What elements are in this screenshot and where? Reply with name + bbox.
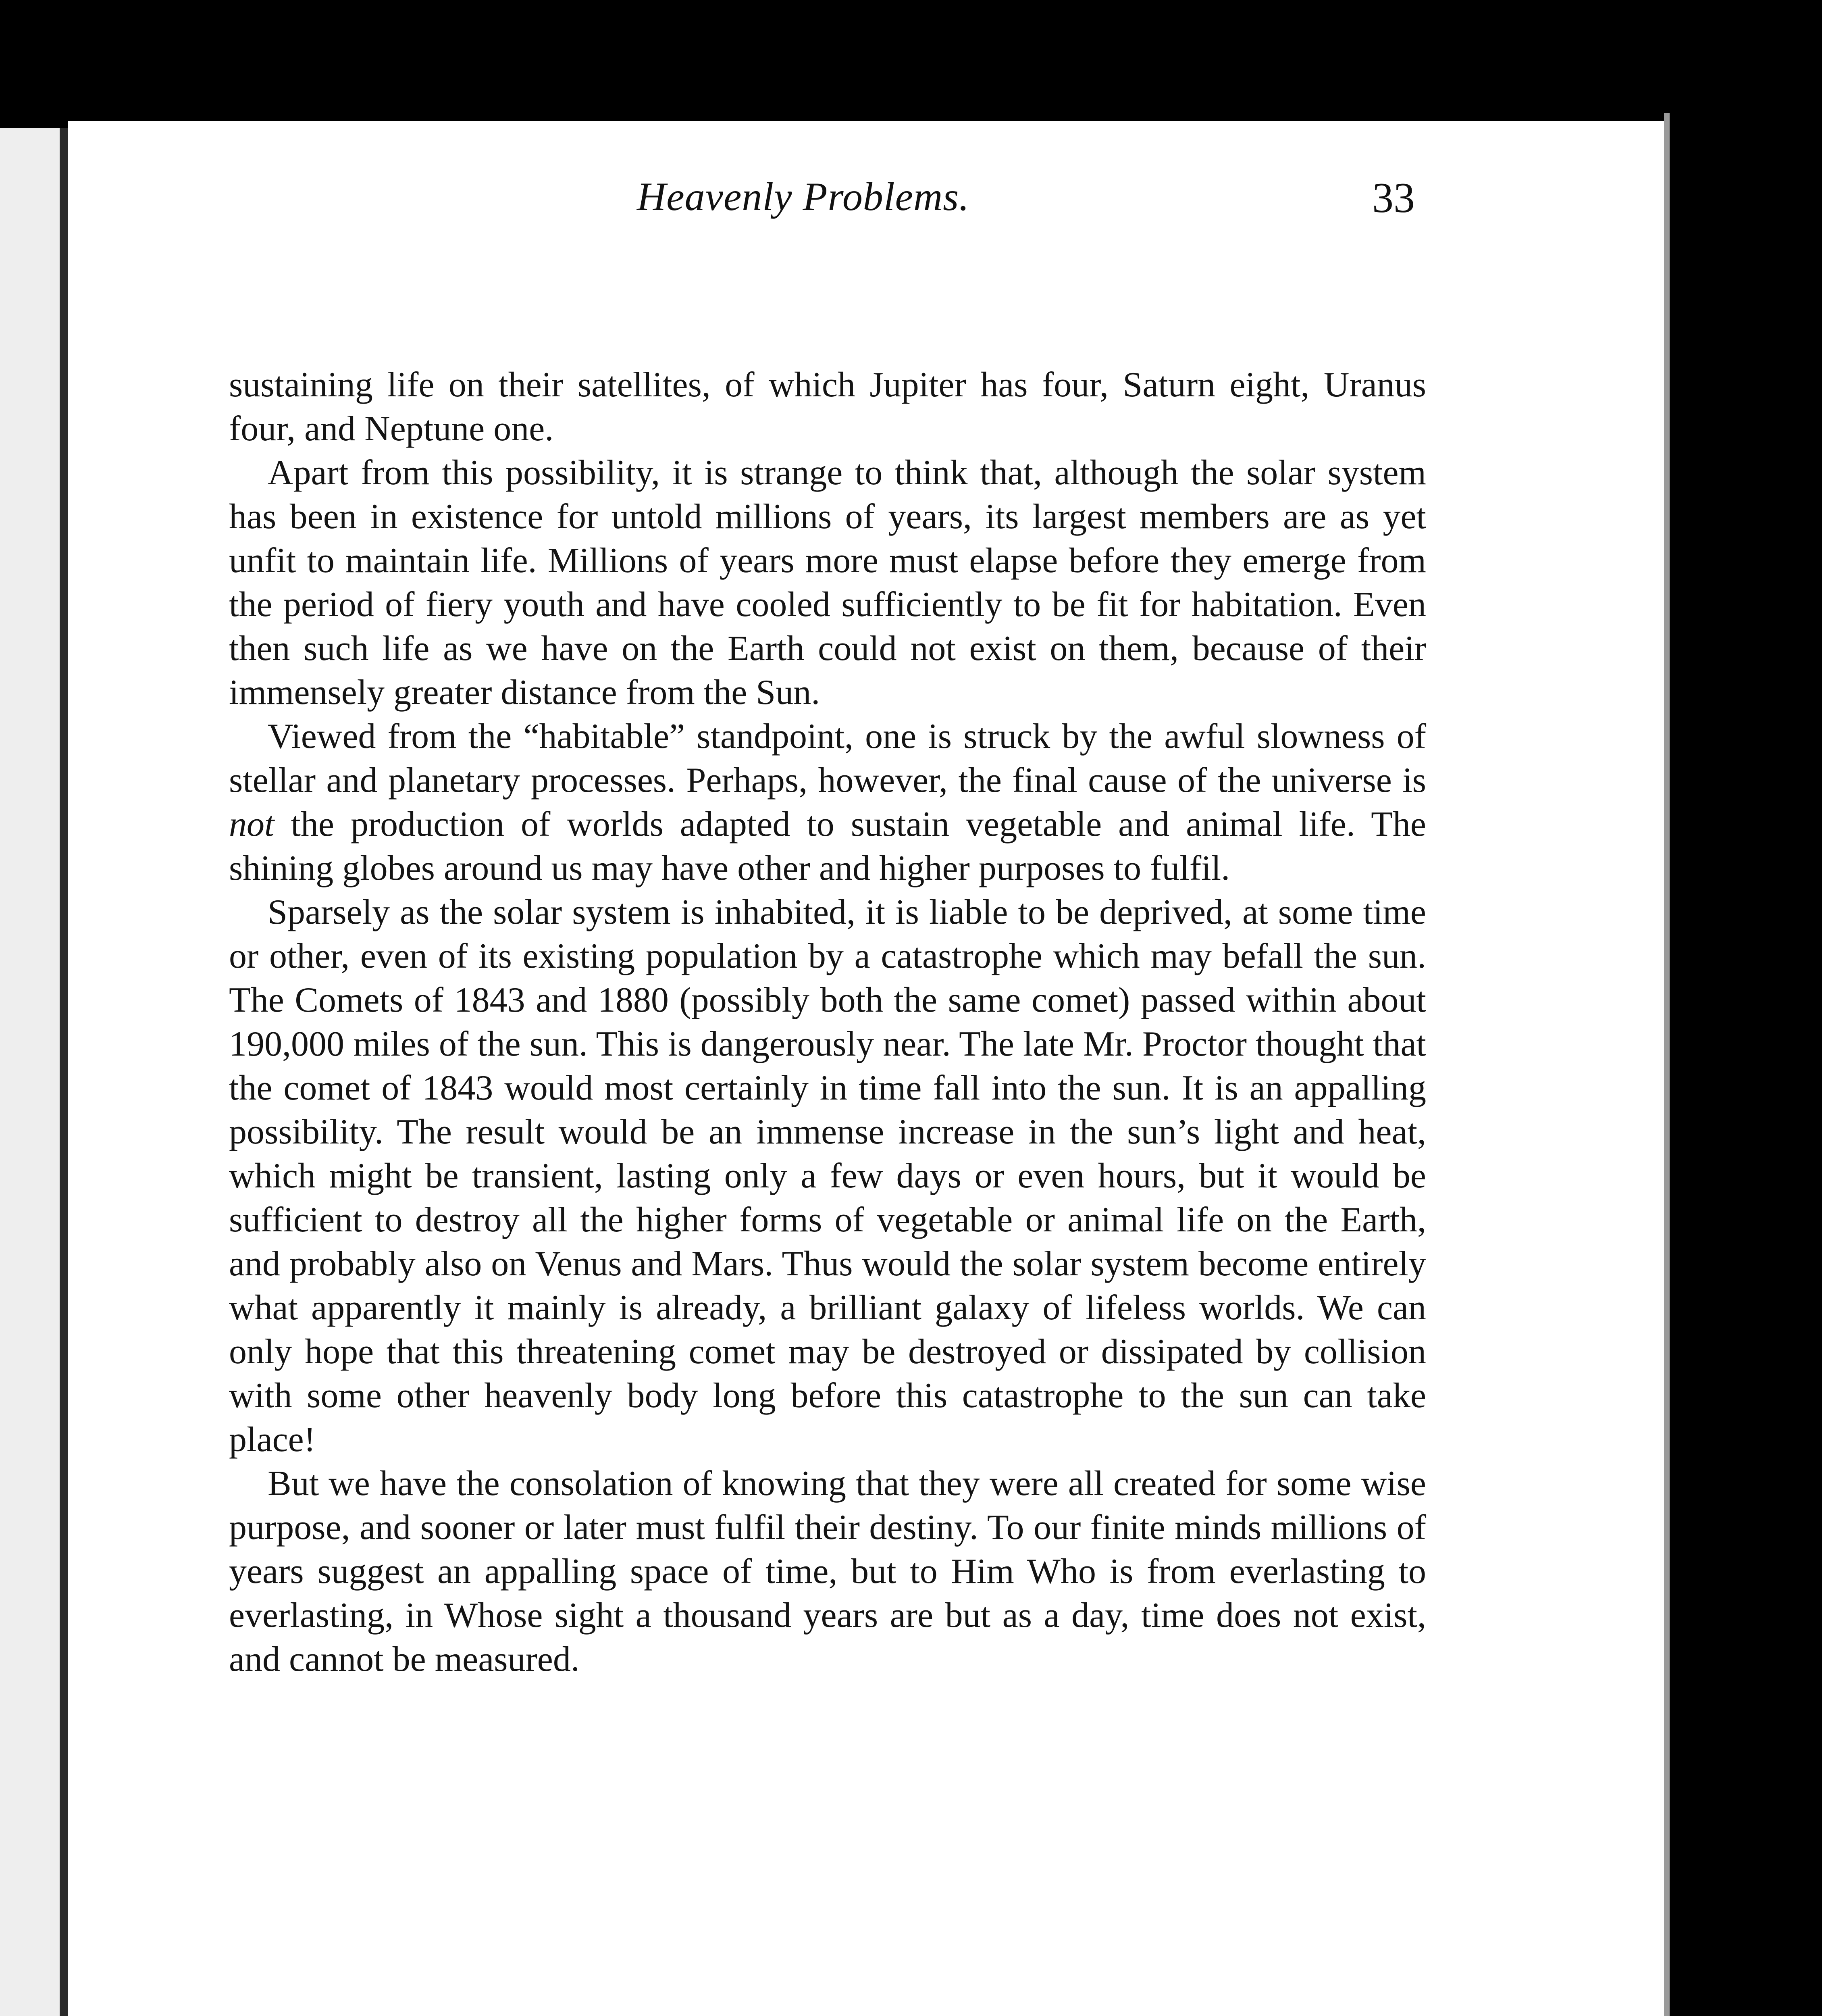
paragraph-5: But we have the consolation of knowing that they were all created for some wise purpose, and sooner or later must fulfil their destiny. To our finite minds millions of years suggest an appalling space of time, but to Him Who is from everlasting to everlasting, in Whose sight a thousand years are but as a day, time does not exist, and cannot be measured. (229, 1464, 1426, 1679)
left-page-edge (0, 128, 60, 2016)
left-page-shadow (60, 128, 68, 2016)
page-number: 33 (1372, 174, 1415, 221)
paragraph-3-end: the production of worlds adapted to sustain vegetable and animal life. The shining globes around us may have other and higher purposes to fulfil. (229, 805, 1426, 888)
paragraph-3-emphasis: not (229, 805, 275, 844)
paragraph-3 (229, 714, 1426, 890)
paragraph-3-start: Viewed from the “habitable” standpoint, one is struck by the awful slowness of stellar and planetary processes. Perhaps, however, the final cause of the universe is (229, 717, 1426, 800)
running-head (173, 173, 1415, 242)
body-text (229, 363, 1426, 1681)
running-title: Heavenly Problems. (637, 174, 970, 219)
paragraph-4: Sparsely as the solar system is inhabited, it is liable to be deprived, at some time or other, even of its existing population by a catastrophe which may befall the sun. The Comets of 1843 and 1880 (possibly both the same comet) passed within about 190,000 miles of the sun. This is dangerously near. The late Mr. Proctor thought that the comet of 1843 would most certainly in time fall into the sun. It is an appalling possibility. The result would be an immense increase in the sun’s light and heat, which might be transient, lasting only a few days or even hours, but it would be sufficient to destroy all the higher forms of vegetable or animal life on the Earth, and probably also on Venus and Mars. Thus would the solar system become entirely what apparently it mainly is already, a brilliant galaxy of lifeless worlds. We can only hope that this threatening comet may be destroyed or dissipated by collision with some other heavenly body long before this catastrophe to the sun can take place! (229, 893, 1426, 1459)
paragraph-2: Apart from this possibility, it is strange to think that, although the solar system has been in existence for untold millions of years, its largest members are as yet unfit to maintain life. Millions of years more must elapse before they emerge from the period of fiery youth and have cooled sufficiently to be fit for habitation. Even then such life as we have on the Earth could not exist on them, because of their immensely greater distance from the Sun. (229, 453, 1426, 712)
paragraph-1: sustaining life on their satellites, of which Jupiter has four, Saturn eight, Uranus four, and Neptune one. (229, 365, 1426, 448)
page-right-edge (1664, 113, 1670, 2016)
